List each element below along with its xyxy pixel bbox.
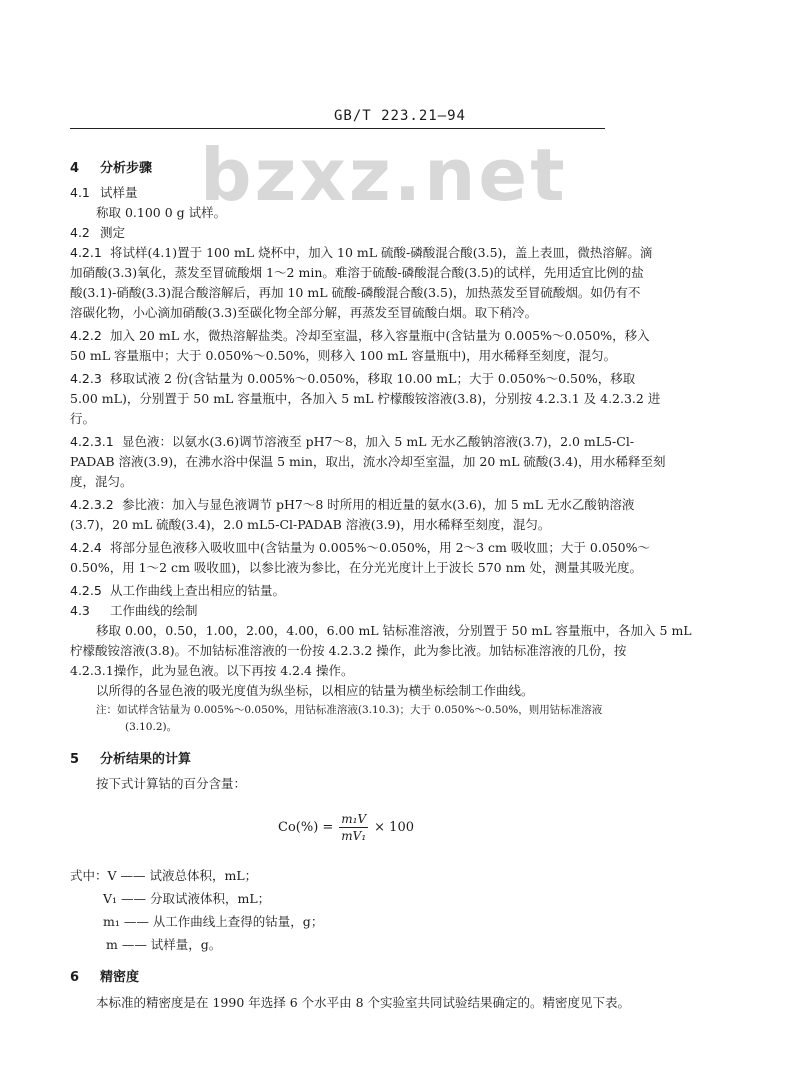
cobalt-formula bbox=[278, 812, 414, 843]
section-4-2-1-line: 溶碳化物，小心滴加硝酸(3.3)至碳化物全部分解，再蒸发至冒硫酸白烟。取下稍冷。 bbox=[70, 305, 538, 320]
formula-numerator: m₁V bbox=[341, 812, 367, 826]
section-4-2-4-line: 4.2.4 将部分显色液移入吸收皿中(含钴量为 0.005%～0.050%，用 2～3 cm 吸收皿；大于 0.050%～ bbox=[70, 540, 650, 555]
section-4-2-1-line: 酸(3.1)-硝酸(3.3)混合酸溶解后，再加 10 mL 硫酸-磷酸混合酸(3.5)，加热蒸发至冒硫酸烟。如仍有不 bbox=[70, 285, 641, 300]
where-line: m₁ —— 从工作曲线上查得的钴量，g； bbox=[103, 914, 324, 929]
section-4-heading: 4 分析步骤 bbox=[70, 161, 153, 176]
formula-fraction bbox=[339, 812, 368, 843]
watermark: bzxz.net bbox=[200, 133, 568, 217]
section-4-2-2-line: 50 mL 容量瓶中；大于 0.050%～0.50%，则移入 100 mL 容量瓶中)，用水稀释至刻度，混匀。 bbox=[70, 348, 617, 363]
section-4-1-text: 称取 0.100 0 g 试样。 bbox=[96, 205, 227, 220]
section-5-heading: 5 分析结果的计算 bbox=[70, 752, 192, 767]
standard-code-header: GB/T 223.21—94 bbox=[333, 108, 466, 124]
section-4-2-3-line: 4.2.3 移取试液 2 份(含钴量为 0.005%～0.050%，移取 10.00 mL；大于 0.050%～0.50%，移取 bbox=[70, 371, 636, 386]
section-4-3-line: 移取 0.00，0.50，1.00，2.00，4.00，6.00 mL 钴标准溶液，分别置于 50 mL 容量瓶中，各加入 5 mL bbox=[96, 623, 692, 638]
section-4-1-heading: 4.1 试样量 bbox=[70, 185, 138, 200]
note-line: (3.10.2)。 bbox=[125, 721, 178, 733]
where-line: 式中：V —— 试液总体积，mL； bbox=[70, 868, 258, 883]
where-line: m —— 试样量，g。 bbox=[106, 937, 222, 952]
formula-lhs: Co(%) = bbox=[278, 820, 334, 835]
section-4-2-3-1-line: 4.2.3.1 显色液：以氨水(3.6)调节溶液至 pH7～8，加入 5 mL 无水乙酸钠溶液(3.7)，2.0 mL5-Cl- bbox=[70, 434, 635, 449]
section-4-3-line: 4.2.3.1操作，此为显色液。以下再按 4.2.4 操作。 bbox=[70, 663, 354, 678]
section-4-2-3-1-line: PADAB 溶液(3.9)，在沸水浴中保温 5 min，取出，流水冷却至室温，加 20 mL 硫酸(3.4)，用水稀释至刻 bbox=[70, 454, 666, 469]
section-6-heading: 6 精密度 bbox=[70, 970, 140, 985]
formula-denominator: mV₁ bbox=[341, 829, 367, 843]
section-4-3-heading: 4.3 工作曲线的绘制 bbox=[70, 603, 198, 618]
section-4-2-heading: 4.2 测定 bbox=[70, 225, 126, 240]
note-line: 注：如试样含钴量为 0.005%～0.050%，用钴标准溶液(3.10.3)；大于 0.050%～0.50%，则用钴标准溶液 bbox=[96, 704, 603, 716]
section-4-2-5-line: 4.2.5 从工作曲线上查出相应的钴量。 bbox=[70, 583, 286, 598]
section-4-2-3-2-line: (3.7)，20 mL 硫酸(3.4)，2.0 mL5-Cl-PADAB 溶液(3.9)，用水稀释至刻度，混匀。 bbox=[70, 517, 551, 532]
section-6-text: 本标准的精密度是在 1990 年选择 6 个水平由 8 个实验室共同试验结果确定的。精密度见下表。 bbox=[96, 995, 631, 1010]
section-4-3-line: 柠檬酸铵溶液(3.8)。不加钴标准溶液的一份按 4.2.3.2 操作，此为参比液。加钴标准溶液的几份，按 bbox=[70, 643, 627, 658]
section-4-3-line: 以所得的各显色液的吸光度值为纵坐标，以相应的钴量为横坐标绘制工作曲线。 bbox=[96, 683, 534, 698]
section-5-intro: 按下式计算钴的百分含量： bbox=[96, 776, 247, 791]
section-4-2-1-line: 加硝酸(3.3)氧化，蒸发至冒硫酸烟 1～2 min。难溶于硫酸-磷酸混合酸(3.5)的试样，先用适宜比例的盐 bbox=[70, 265, 644, 280]
formula-rhs: × 100 bbox=[374, 820, 414, 835]
section-4-2-2-line: 4.2.2 加入 20 mL 水，微热溶解盐类。冷却至室温，移入容量瓶中(含钴量为 0.005%～0.050%，移入 bbox=[70, 328, 650, 343]
header-rule bbox=[70, 128, 605, 129]
section-4-2-1-line: 4.2.1 将试样(4.1)置于 100 mL 烧杯中，加入 10 mL 硫酸-磷酸混合酸(3.5)，盖上表皿，微热溶解。滴 bbox=[70, 245, 653, 260]
section-4-2-3-line: 5.00 mL)，分别置于 50 mL 容量瓶中，各加入 5 mL 柠檬酸铵溶液(3.8)，分别按 4.2.3.1 及 4.2.3.2 进 bbox=[70, 391, 661, 406]
where-line: V₁ —— 分取试液体积，mL； bbox=[103, 891, 271, 906]
section-4-2-3-2-line: 4.2.3.2 参比液：加入与显色液调节 pH7～8 时所用的相近量的氨水(3.6)，加 5 mL 无水乙酸钠溶液 bbox=[70, 497, 635, 512]
section-4-2-4-line: 0.50%，用 1～2 cm 吸收皿)，以参比液为参比，在分光光度计上于波长 570 nm 处，测量其吸光度。 bbox=[70, 560, 642, 575]
section-4-2-3-line: 行。 bbox=[70, 411, 96, 426]
section-4-2-3-1-line: 度，混匀。 bbox=[70, 474, 133, 489]
